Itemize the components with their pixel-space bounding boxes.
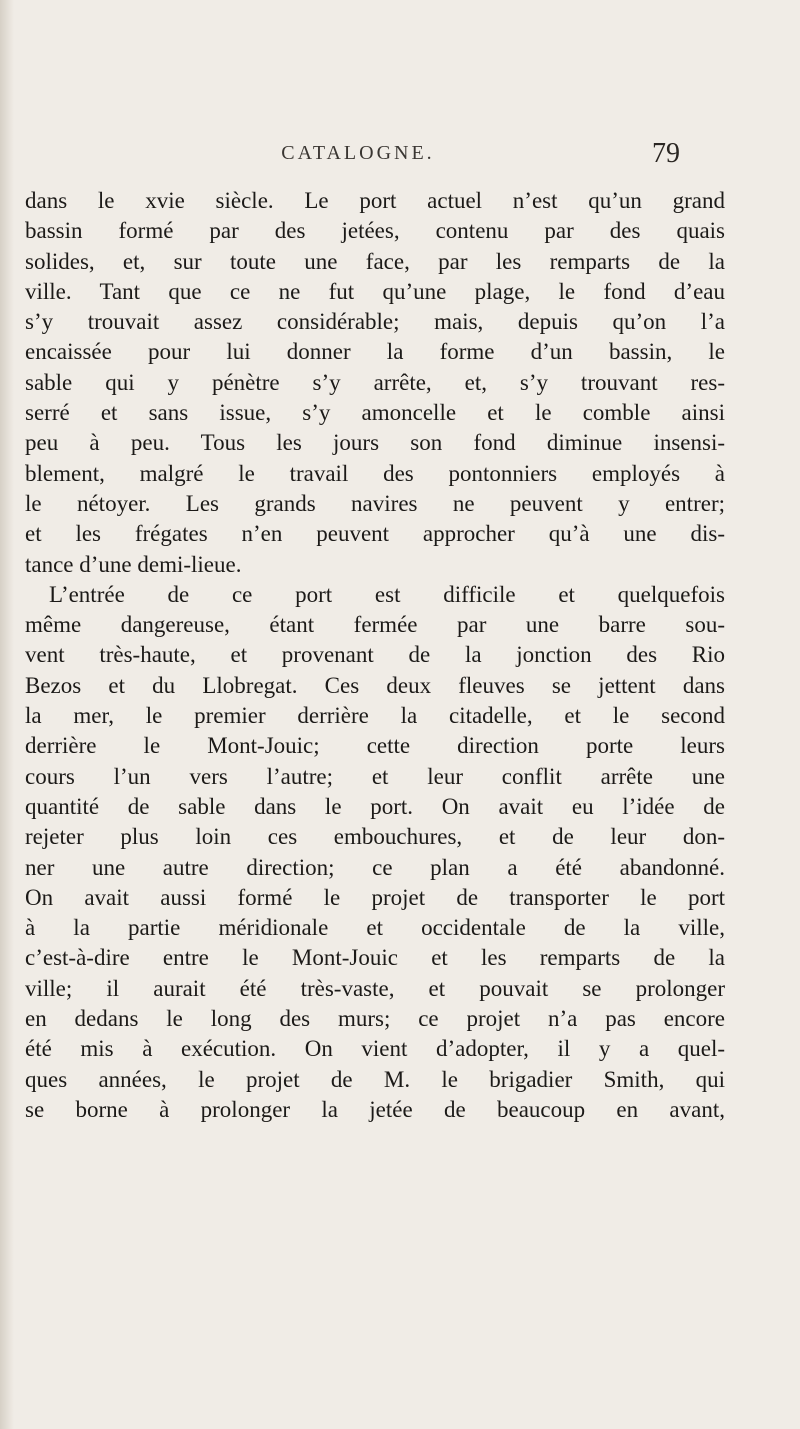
text-line: dans le xvie siècle. Le port actuel n’est qu’un grand [25,188,725,213]
text-line: ner une autre direction; ce plan a été abandonné. [25,854,725,880]
text-line: On avait aussi formé le projet de transporter le port [25,884,725,910]
text-line: c’est-à-dire entre le Mont-Jouic et les remparts de la [25,945,725,971]
text-line: peu à peu. Tous les jours son fond diminue insensi- [25,430,725,456]
text-line: à la partie méridionale et occidentale de la ville, [25,915,725,941]
text-line: même dangereuse, étant fermée par une barre sou- [25,612,725,638]
text-line: et les frégates n’en peuvent approcher qu’à une dis- [25,521,725,547]
text-line: le nétoyer. Les grands navires ne peuvent y entrer; [25,490,725,516]
paragraph-start-line: L’entrée de ce port est difficile et quelquefois [49,581,725,607]
text-line: Bezos et du Llobregat. Ces deux fleuves se jettent dans [25,672,725,698]
text-line: serré et sans issue, s’y amoncelle et le comble ainsi [25,400,725,426]
text-line: cours l’un vers l’autre; et leur conflit arrête une [25,763,725,789]
text-line: rejeter plus loin ces embouchures, et de leur don- [25,824,725,850]
page-header [0,138,800,182]
text-line: bassin formé par des jetées, contenu par des quais [25,218,725,244]
text-line: vent très-haute, et provenant de la jonction des Rio [25,642,725,668]
text-line: ques années, le projet de M. le brigadier Smith, qui [25,1066,725,1092]
text-line: la mer, le premier derrière la citadelle, et le second [25,703,725,729]
text-line: blement, malgré le travail des pontonniers employés à [25,460,725,486]
body-text [25,186,725,1125]
running-head: CATALOGNE. [281,142,435,164]
text-line: tance d’une demi-lieue. [25,551,242,577]
text-line: ville. Tant que ce ne fut qu’une plage, le fond d’eau [25,278,725,304]
page-number: 79 [652,138,680,169]
text-line: se borne à prolonger la jetée de beaucoup en avant, [25,1096,725,1122]
text-line: sable qui y pénètre s’y arrête, et, s’y trouvant res- [25,369,725,395]
text-line: encaissée pour lui donner la forme d’un bassin, le [25,339,725,365]
text-line: quantité de sable dans le port. On avait eu l’idée de [25,793,725,819]
text-line: derrière le Mont-Jouic; cette direction porte leurs [25,733,725,759]
text-line: en dedans le long des murs; ce projet n’a pas encore [25,1006,725,1032]
text-line: ville; il aurait été très-vaste, et pouvait se prolonger [25,975,725,1001]
text-line: s’y trouvait assez considérable; mais, depuis qu’on l’a [25,309,725,335]
text-line: solides, et, sur toute une face, par les remparts de la [25,248,725,274]
text-line: été mis à exécution. On vient d’adopter, il y a quel- [25,1036,725,1062]
